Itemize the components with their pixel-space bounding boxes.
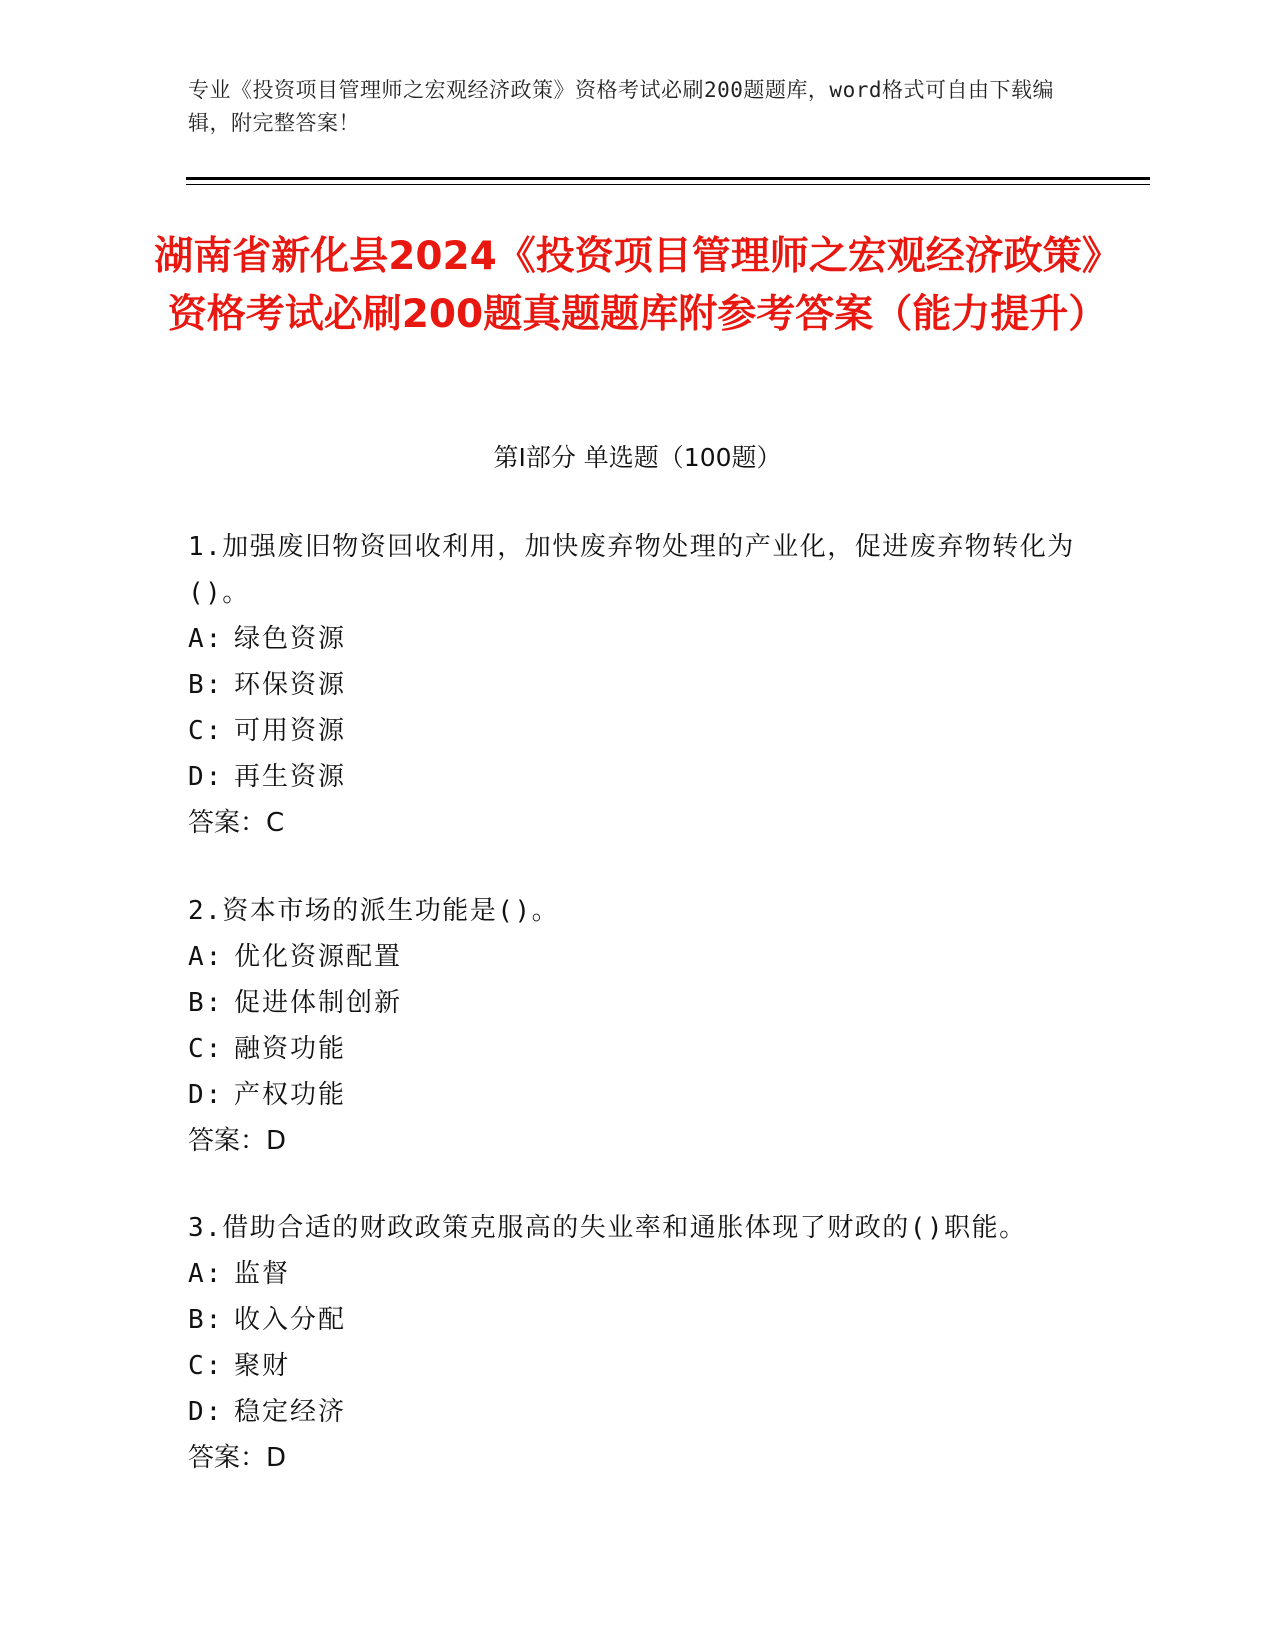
option-text: 融资功能 — [234, 1034, 347, 1064]
option-b — [188, 1297, 1088, 1343]
option-d — [188, 1072, 1088, 1118]
header-divider-thin — [186, 184, 1150, 185]
option-letter: C: — [188, 1351, 224, 1381]
option-text: 聚财 — [234, 1351, 291, 1381]
answer-line: 答案：D — [188, 1126, 287, 1156]
option-letter: A: — [188, 1259, 224, 1289]
question-stem: 1.加强废旧物资回收利用，加快废弃物处理的产业化，促进废弃物转化为()。 — [188, 532, 1075, 608]
question-stem: 2.资本市场的派生功能是()。 — [188, 896, 560, 926]
option-letter: B: — [188, 988, 224, 1018]
option-text: 收入分配 — [234, 1305, 347, 1335]
option-a — [188, 934, 1088, 980]
option-text: 再生资源 — [234, 762, 347, 792]
option-text: 优化资源配置 — [234, 942, 403, 972]
header-note: 专业《投资项目管理师之宏观经济政策》资格考试必刷200题题库，word格式可自由下载编辑，附完整答案！ — [188, 78, 1054, 135]
option-letter: C: — [188, 1034, 224, 1064]
answer-line: 答案：C — [188, 808, 285, 838]
option-letter: B: — [188, 670, 224, 700]
question-2 — [188, 888, 1088, 1164]
question-stem: 3.借助合适的财政政策克服高的失业率和通胀体现了财政的()职能。 — [188, 1213, 1027, 1243]
option-c — [188, 708, 1088, 754]
option-c — [188, 1026, 1088, 1072]
option-letter: A: — [188, 624, 224, 654]
option-a — [188, 1251, 1088, 1297]
document-title: 湖南省新化县2024《投资项目管理师之宏观经济政策》资格考试必刷200题真题题库附参考答案（能力提升） — [154, 234, 1121, 337]
question-3 — [188, 1205, 1088, 1481]
option-text: 监督 — [234, 1259, 291, 1289]
option-text: 促进体制创新 — [234, 988, 403, 1018]
option-text: 绿色资源 — [234, 624, 347, 654]
header-divider-thick — [186, 177, 1150, 180]
option-text: 可用资源 — [234, 716, 347, 746]
option-letter: A: — [188, 942, 224, 972]
option-letter: D: — [188, 1080, 224, 1110]
option-letter: B: — [188, 1305, 224, 1335]
option-b — [188, 662, 1088, 708]
option-d — [188, 754, 1088, 800]
option-text: 稳定经济 — [234, 1397, 347, 1427]
section-heading: 第Ⅰ部分 单选题（100题） — [493, 443, 782, 472]
option-text: 环保资源 — [234, 670, 347, 700]
option-d — [188, 1389, 1088, 1435]
option-b — [188, 980, 1088, 1026]
option-c — [188, 1343, 1088, 1389]
option-letter: D: — [188, 1397, 224, 1427]
answer-line: 答案：D — [188, 1443, 287, 1473]
question-1 — [188, 524, 1088, 846]
option-letter: C: — [188, 716, 224, 746]
option-a — [188, 616, 1088, 662]
option-letter: D: — [188, 762, 224, 792]
option-text: 产权功能 — [234, 1080, 347, 1110]
